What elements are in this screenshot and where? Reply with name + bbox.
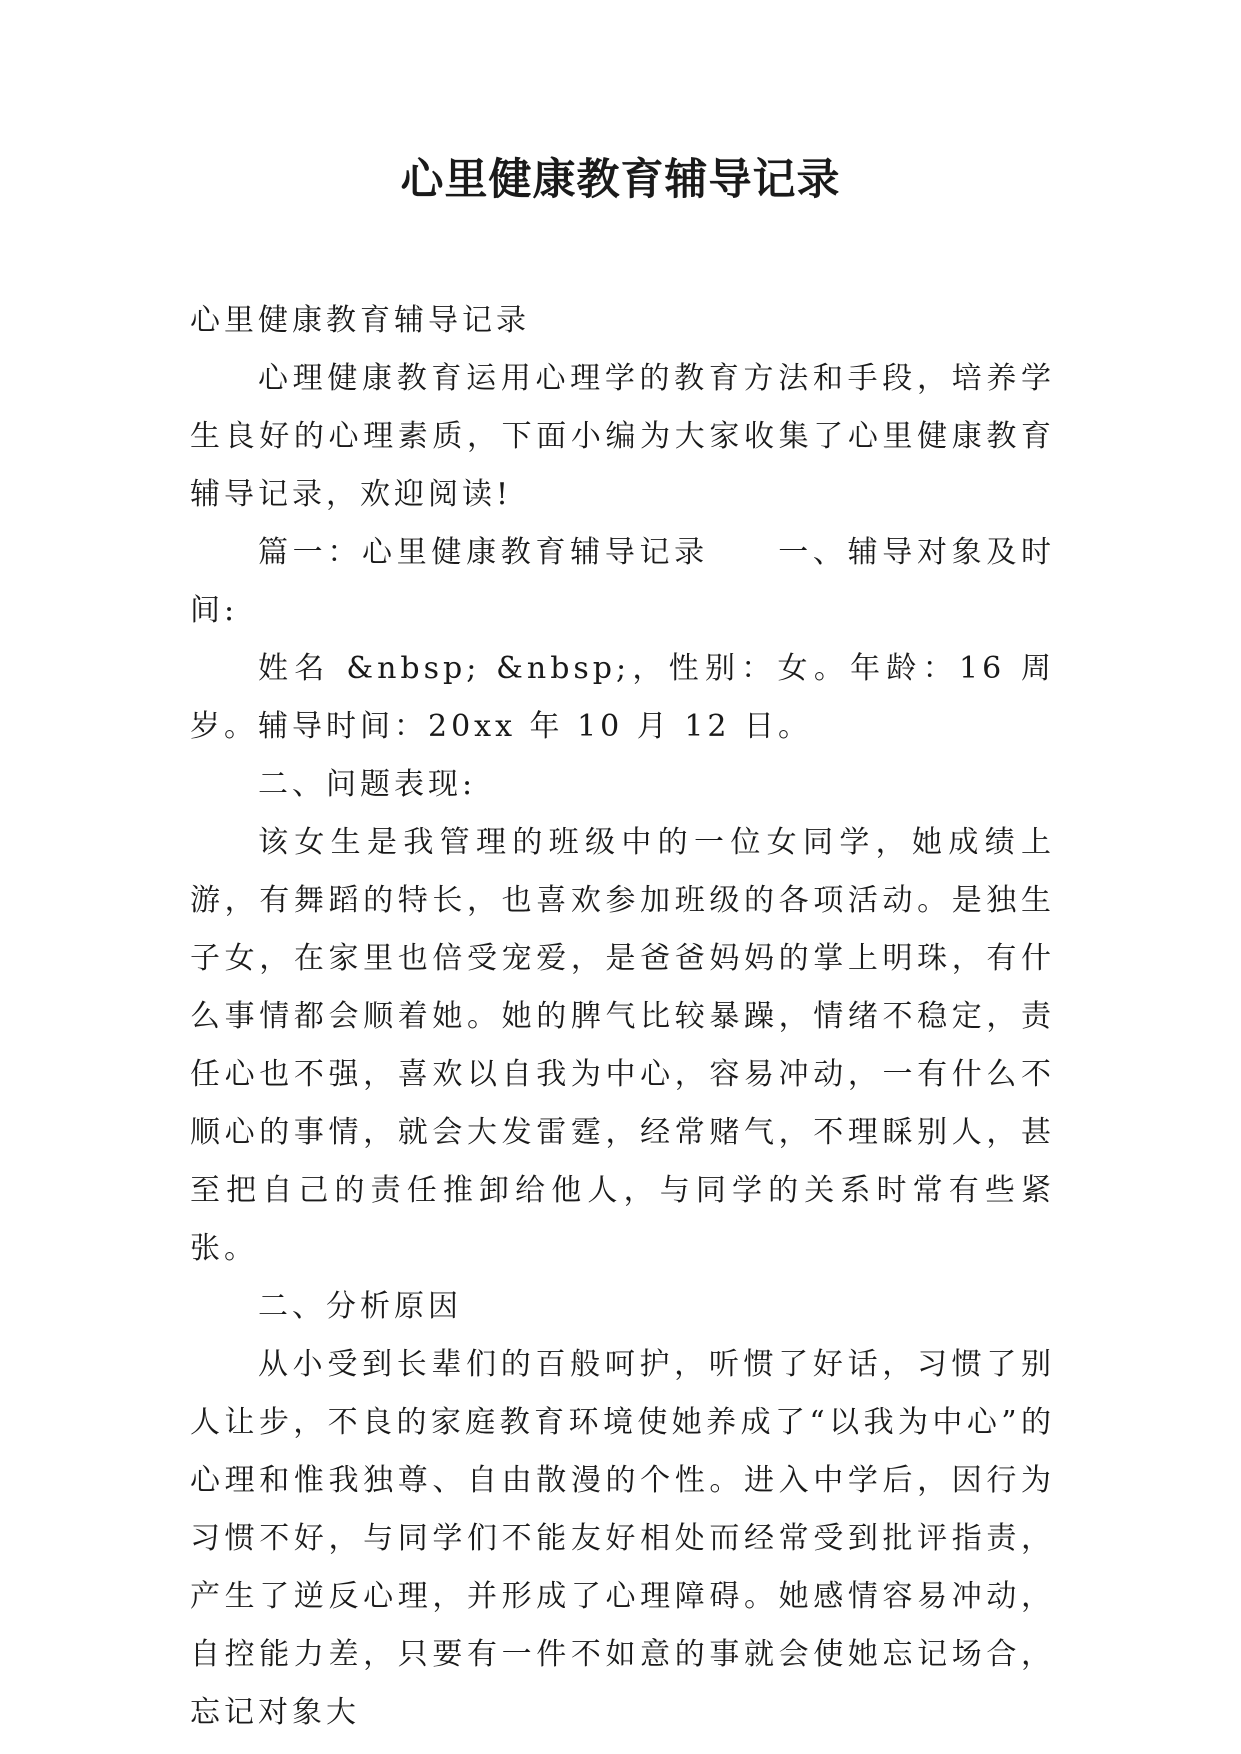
paragraph-problem-body: 该女生是我管理的班级中的一位女同学，她成绩上游，有舞蹈的特长，也喜欢参加班级的各项活动。是独生子女，在家里也倍受宠爱，是爸爸妈妈的掌上明珠，有什么事情都会顺着她。她的脾气比较暴躁，情绪不稳定，责任心也不强，喜欢以自我为中心，容易冲动，一有什么不顺心的事情，就会大发雷霆，经常赌气，不理睬别人，甚至把自己的责任推卸给他人，与同学的关系时常有些紧张。 bbox=[190, 825, 1055, 1266]
paragraph-analysis-body: 从小受到长辈们的百般呵护，听惯了好话，习惯了别人让步，不良的家庭教育环境使她养成了“以我为中心”的心理和惟我独尊、自由散漫的个性。进入中学后，因行为习惯不好，与同学们不能友好相处而经常受到批评指责，产生了逆反心理，并形成了心理障碍。她感情容易冲动，自控能力差，只要有一件不如意的事就会使她忘记场合，忘记对象大 bbox=[190, 1347, 1055, 1730]
paragraph-section-one: 篇一：心里健康教育辅导记录 一、辅导对象及时间: bbox=[190, 535, 1055, 628]
paragraph-problem-heading: 二、问题表现: bbox=[258, 767, 477, 802]
paragraph-analysis-heading: 二、分析原因 bbox=[258, 1289, 462, 1324]
paragraph-heading: 心里健康教育辅导记录 bbox=[190, 303, 530, 338]
paragraph-subject-info: 姓名 &nbsp; &nbsp;，性别：女。年龄：16 周岁。辅导时间：20xx 年 10 月 12 日。 bbox=[190, 651, 1055, 744]
document-body bbox=[190, 292, 1055, 1742]
document-title: 心里健康教育辅导记录 bbox=[400, 155, 841, 205]
paragraph-intro: 心理健康教育运用心理学的教育方法和手段，培养学生良好的心理素质，下面小编为大家收集了心里健康教育辅导记录，欢迎阅读! bbox=[190, 361, 1055, 512]
